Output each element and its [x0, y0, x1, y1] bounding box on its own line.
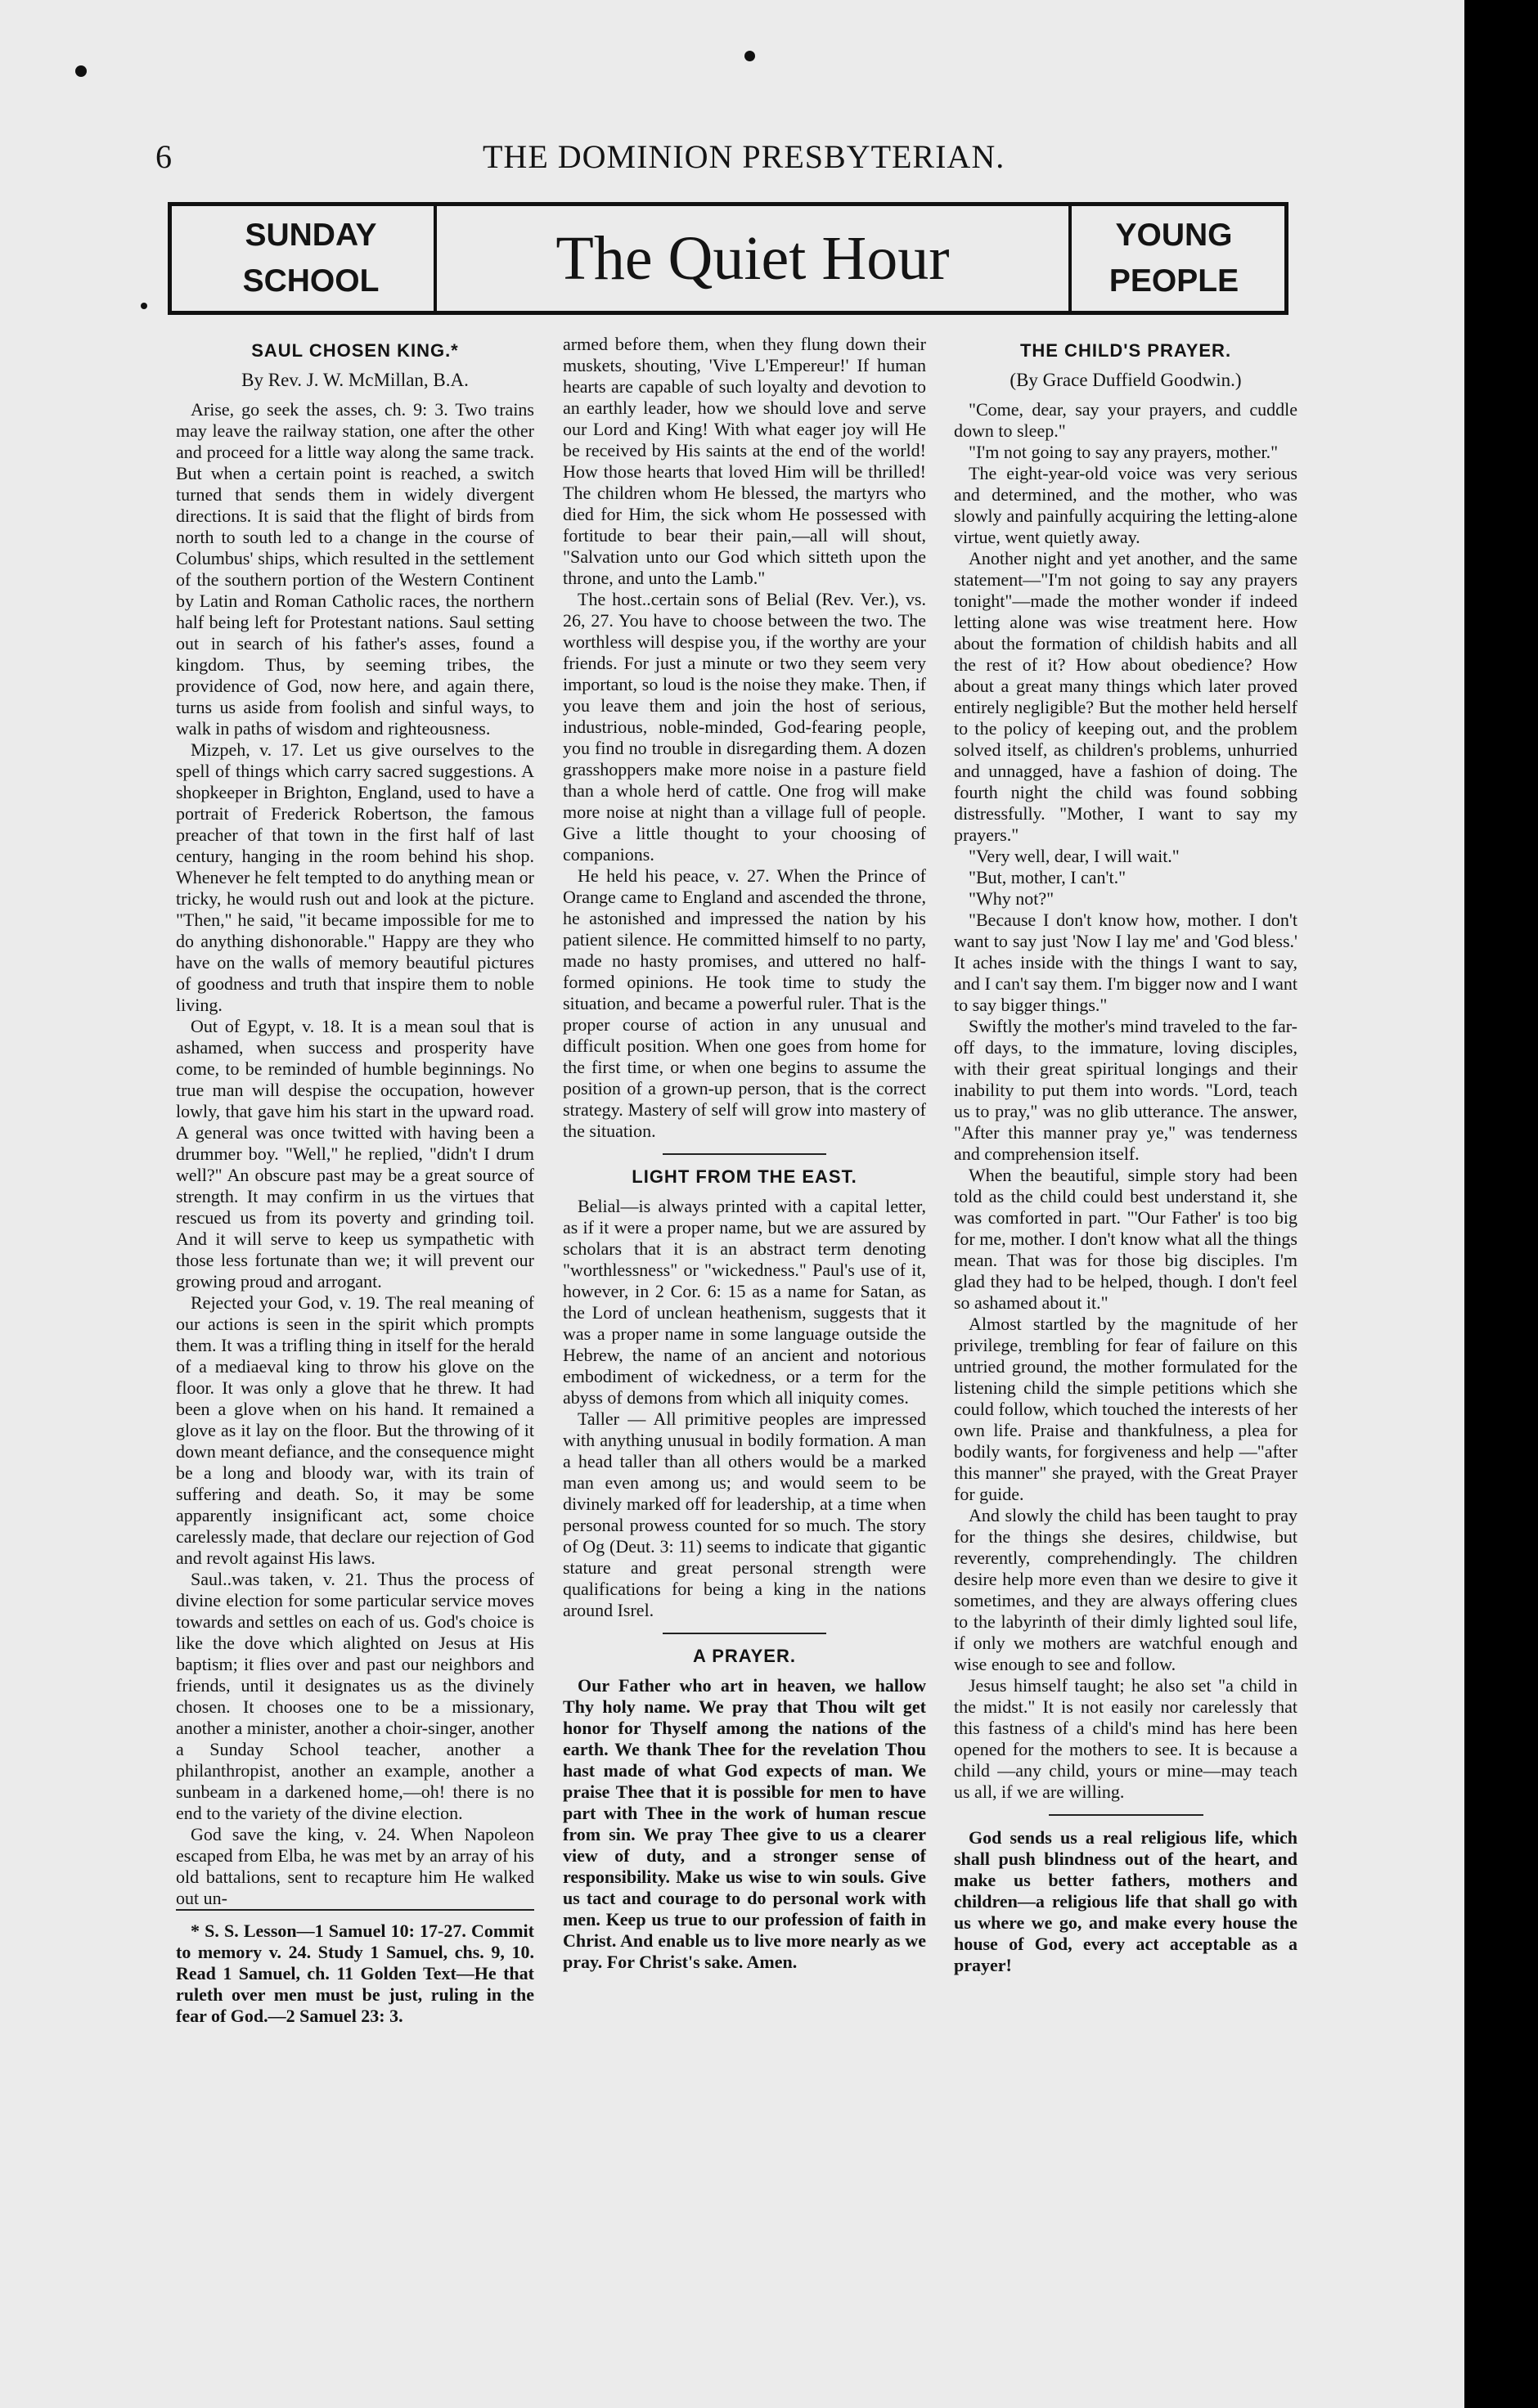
- masthead-right-label: [1072, 213, 1276, 304]
- section-rule: [663, 1153, 826, 1155]
- article-paragraph: "I'm not going to say any prayers, mother.": [969, 442, 1279, 462]
- prayer-text: Our Father who art in heaven, we hallow Thy holy name. We pray that Thou wilt get honor for Thyself among the nations of the earth. We thank Thee for the revelation Thou hast made of what God expects of man. We praise Thee that it is possible for men to have part with Thee in the work of human rescue from sin. We pray Thee give to us a clearer view of duty, and a stronger sense of responsibility. Make us wise to win souls. Give us tact and courage to do personal work with men. Keep us true to our profession of faith in Christ. And enable us to live more nearly as we pray. For Christ's sake. Amen.: [563, 1675, 926, 1972]
- column-3: [954, 334, 1297, 1976]
- article-paragraph: armed before them, when they flung down their muskets, shouting, 'Vive L'Empereur!' If human hearts are capable of such loyalty and devotion to an earthly leader, how we should love and serve our Lord and King! With what eager joy will He be received by His saints at the end of the world! How those hearts that loved Him will be thrilled! The children whom He blessed, the martyrs who died for Him, the sick whom He possessed with fortitude to bear their pain,—all will shout, "Salvation unto our God which sitteth upon the throne, and unto the Lamb.": [563, 334, 926, 588]
- article-paragraph: Mizpeh, v. 17. Let us give ourselves to the spell of things which carry sacred suggestions. A shopkeeper in Brighton, England, used to have a portrait of Frederick Robertson, the famous preacher of that town in the first half of last century, hanging in the room behind his shop. Whenever he felt tempted to do anything mean or tricky, he would rush out and look at the picture. "Then," he said, "it became impossible for me to do anything dishonorable." Happy are they who have on the walls of memory beautiful pictures of goodness and truth that inspire them to noble living.: [176, 739, 534, 1015]
- column-2: [563, 334, 926, 1973]
- article-paragraph: God save the king, v. 24. When Napoleon escaped from Elba, he was met by an array of his old battalions, sent to recapture him He walked out un-: [176, 1824, 534, 1908]
- section-heading: LIGHT FROM THE EAST.: [632, 1166, 857, 1187]
- ink-speck: [141, 303, 147, 309]
- closing-paragraph: God sends us a real religious life, which shall push blindness out of the heart, and make us better fathers, mothers and children—a religious life that shall go with us where we go, and make every house the house of God, every act acceptable as a prayer!: [954, 1827, 1297, 1975]
- article-paragraph: Belial—is always printed with a capital letter, as if it were a proper name, but we are assured by scholars that it is an abstract term denoting "worthlessness" or "wickedness." Paul's use of it, however, in 2 Cor. 6: 15 as a name for Satan, as the Lord of unclean heathenism, suggests that it was a proper name in some language outside the Hebrew, the name of an ancient and notorious embodiment of wickedness, or a term for the abyss of demons from which all iniquity comes.: [563, 1196, 926, 1408]
- article-heading: THE CHILD'S PRAYER.: [1019, 340, 1232, 361]
- article-heading: SAUL CHOSEN KING.*: [251, 340, 459, 361]
- ink-speck: [75, 65, 87, 77]
- article-paragraph: When the beautiful, simple story had been told as the child could best understand it, she was comforted in part. "'Our Father' is too big for me, mother. I don't know what all the things mean. That was for those big disciples. I'm glad they had to be helped, though. I don't feel so ashamed about it.": [954, 1165, 1297, 1313]
- page-number: 6: [155, 138, 172, 175]
- section-rule: [663, 1633, 826, 1634]
- article-paragraph: Swiftly the mother's mind traveled to the far-off days, to the immature, loving disciples, with their great spiritual longings and their inability to put them into words. "Lord, teach us to pray," was no glib utterance. The answer, "After this manner pray ye," was tenderness and comprehension itself.: [954, 1016, 1297, 1164]
- ink-speck: [744, 51, 755, 61]
- section-masthead: [168, 202, 1288, 315]
- article-paragraph: "Very well, dear, I will wait.": [969, 846, 1180, 866]
- article-paragraph: Arise, go seek the asses, ch. 9: 3. Two trains may leave the railway station, one after the other and proceed for a little way along the same track. But when a certain point is reached, a switch turned that sends them in widely divergent directions. It is said that the flight of birds from north to south led to a change in the course of Columbus' ships, which resulted in the settlement of the southern portion of the Western Continent by Latin and Roman Catholic races, the northern half being left for Protestant nations. Saul setting out in search of his father's asses, found a kingdom. Thus, by seeming tribes, the providence of God, now here, and again there, turns us aside from foolish and sinful ways, to walk in paths of wisdom and righteousness.: [176, 399, 534, 739]
- section-heading: A PRAYER.: [693, 1646, 796, 1666]
- article-paragraph: Saul..was taken, v. 21. Thus the process of divine election for some particular service moves towards and settles on each of us. God's choice is like the dove which alighted on Jesus at His baptism; it flies over and past our neighbors and friends, until it designates us as the divinely chosen. It chooses one to be a missionary, another a minister, another a choir-singer, another a Sunday School teacher, another a philanthropist, another an example, another a sunbeam in a darkened home,—oh! there is no end to the variety of the divine election.: [176, 1569, 534, 1823]
- lesson-footnote: * S. S. Lesson—1 Samuel 10: 17-27. Commit to memory v. 24. Study 1 Samuel, chs. 9, 10. Read 1 Samuel, ch. 11 Golden Text—He that ruleth over men must be just, ruling in the fear of God.—2 Samuel 23: 3.: [176, 1909, 534, 2027]
- article-paragraph: Taller — All primitive peoples are impressed with anything unusual in bodily formation. A man a head taller than all others would be a marked man even among us; and would seem to be divinely marked off for leadership, at a time when personal prowess counted for so much. The story of Og (Deut. 3: 11) seems to indicate that gigantic stature and great personal strength were qualifications for being a king in the nations around Isrel.: [563, 1408, 926, 1620]
- article-paragraph: Out of Egypt, v. 18. It is a mean soul that is ashamed, when success and prosperity have come, to be reminded of humble beginnings. No true man will despise the occupation, however lowly, that gave him his start in the upward road. A general was once twitted with having been a drummer boy. "Well," he replied, "didn't I drum well?" An obscure past may be a great source of strength. It may confirm in us the virtues that rescued us from its poverty and grinding toil. And it will serve to keep us sympathetic with those less fortunate than we; it will prevent our growing proud and arrogant.: [176, 1016, 534, 1292]
- article-paragraph: "Come, dear, say your prayers, and cuddle down to sleep.": [954, 399, 1297, 441]
- article-byline: (By Grace Duffield Goodwin.): [1010, 370, 1242, 390]
- article-paragraph: And slowly the child has been taught to pray for the things she desires, childwise, but reverently, comprehendingly. The children desire help more even than we desire to give it sometimes, and they are always offering clues to the labyrinth of their dimly lighted soul life, if only we mothers are watchful enough and wise enough to see and follow.: [954, 1505, 1297, 1674]
- masthead-right-line: PEOPLE: [1109, 263, 1239, 299]
- article-paragraph: The host..certain sons of Belial (Rev. Ver.), vs. 26, 27. You have to choose between the two. The worthless will despise you, if the worthy are your friends. For just a minute or two they seem very important, so loud is the noise they make. Then, if you leave them and join the host of serious, industrious, noble-minded, God-fearing people, you find no trouble in disregarding them. A dozen grasshoppers make more noise in a pasture field than a whole herd of cattle. One frog will make more noise at night than a village full of people. Give a little thought to your choosing of companions.: [563, 589, 926, 865]
- masthead-title: The Quiet Hour: [555, 224, 950, 293]
- masthead-left-label: [180, 213, 442, 304]
- section-rule: [1049, 1814, 1203, 1816]
- article-paragraph: "Why not?": [969, 888, 1055, 909]
- article-paragraph: Rejected your God, v. 19. The real meaning of our actions is seen in the spirit which prompts them. It was a trifling thing in itself for the herald of a mediaeval king to throw his glove on the floor. It was only a glove that he threw. It had been a glove when on his hand. It remained a glove as it lay on the floor. But the throwing of it down meant defiance, and the consequence might be a long and bloody war, with its train of suffering and death. So, it may be some apparently insignificant act, some choice carelessly made, that declare our rejection of God and revolt against His laws.: [176, 1292, 535, 1568]
- masthead-left-line: SCHOOL: [242, 263, 380, 299]
- article-paragraph: Another night and yet another, and the same statement—"I'm not going to say any prayers tonight"—made the mother wonder if indeed letting alone was wise treatment here. How about the formation of childish habits and all the rest of it? How about obedience? How about a great many things which later proved entirely negligible? But the mother held herself to the policy of keeping out, and the problem solved itself, as children's problems, unhurried and unnagged, have a fashion of doing. The fourth night the child was found sobbing distressfully. "Mother, I want to say my prayers.": [954, 548, 1297, 845]
- article-paragraph: "Because I don't know how, mother. I don't want to say just 'Now I lay me' and 'God bless.' It aches inside with the things I want to say, and I can't say them. I'm bigger now and I want to say bigger things.": [954, 910, 1297, 1015]
- article-byline: By Rev. J. W. McMillan, B.A.: [241, 370, 469, 390]
- article-paragraph: Jesus himself taught; he also set "a child in the midst." It is not easily nor carelessly that this fastness of a child's mind has here been opened for the mothers to see. It is because a child —any child, yours or mine—may teach us all, if we are willing.: [954, 1675, 1297, 1802]
- article-paragraph: He held his peace, v. 27. When the Prince of Orange came to England and ascended the throne, he astonished and impressed the nation by his patient silence. He committed himself to no party, made no hasty promises, and uttered no half-formed opinions. He took time to study the situation, and became a powerful ruler. That is the proper course of action in any unusual and difficult position. When one goes from home for the first time, or when one begins to assume the position of a grown-up person, that is the correct strategy. Mastery of self will grow into mastery of the situation.: [563, 865, 926, 1141]
- article-paragraph: Almost startled by the magnitude of her privilege, trembling for fear of failure on this untried ground, the mother formulated for the listening child the simple petitions which she could follow, which touched the interests of her own life. Praise and thankfulness, a plea for bodily wants, for forgiveness and help —"after this manner" she prayed, with the Great Prayer for guide.: [954, 1314, 1297, 1504]
- masthead-right-line: YOUNG: [1115, 218, 1233, 253]
- column-1: [176, 334, 534, 2027]
- article-paragraph: The eight-year-old voice was very serious and determined, and the mother, who was slowly and painfully acquiring the letting-alone virtue, went quietly away.: [954, 463, 1297, 547]
- masthead-left-line: SUNDAY: [245, 218, 377, 253]
- running-head: [147, 137, 1293, 186]
- publication-title: THE DOMINION PRESBYTERIAN.: [483, 138, 1005, 175]
- article-paragraph: "But, mother, I can't.": [969, 867, 1127, 887]
